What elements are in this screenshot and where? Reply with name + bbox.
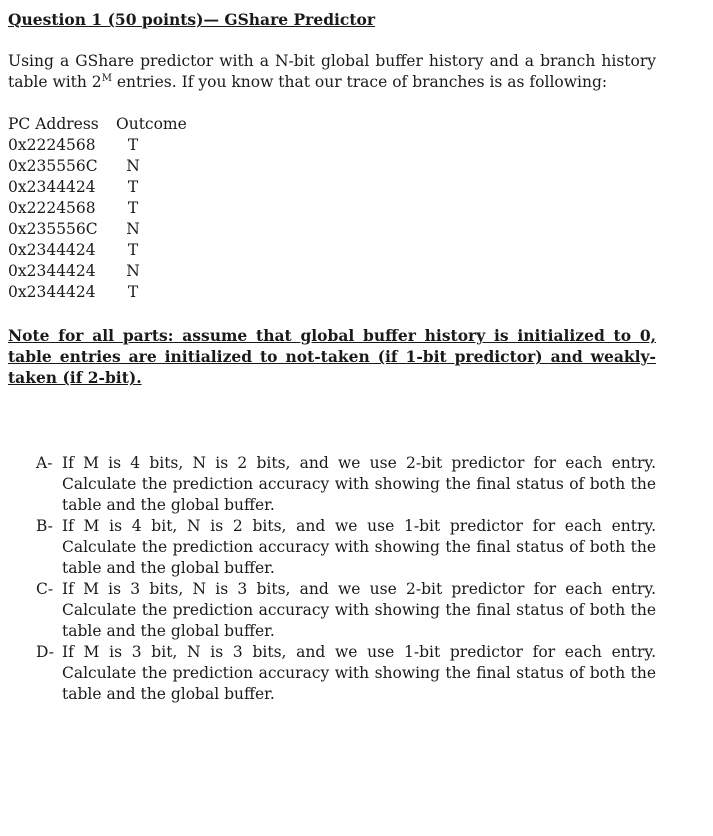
trace-pc: 0x235556C xyxy=(8,220,98,238)
question-part-a xyxy=(36,453,656,516)
trace-pc: 0x2224568 xyxy=(8,199,96,217)
outcome-header: Outcome xyxy=(116,115,187,133)
pc-address-header: PC Address xyxy=(8,115,99,133)
trace-row xyxy=(8,282,656,303)
part-letter: D- xyxy=(36,643,54,661)
question-title: Question 1 (50 points)— GShare Predictor xyxy=(8,10,376,29)
question-part-c xyxy=(36,579,656,642)
trace-outcome: T xyxy=(127,178,139,196)
trace-outcome: T xyxy=(127,241,139,259)
trace-pc: 0x2344424 xyxy=(8,178,96,196)
part-text: If M is 4 bit, N is 2 bits, and we use 1-bit predictor for each entry. Calculate the prediction accuracy with showing the final status of both the table and the global buffer. xyxy=(62,517,656,577)
trace-pc: 0x2344424 xyxy=(8,283,96,301)
trace-row xyxy=(8,135,656,156)
question-parts-list xyxy=(36,453,656,705)
document-page xyxy=(8,9,656,388)
trace-outcome: T xyxy=(127,136,139,154)
trace-outcome: N xyxy=(126,157,140,175)
part-letter: B- xyxy=(36,517,53,535)
question-intro xyxy=(8,51,656,93)
trace-row xyxy=(8,240,656,261)
trace-outcome: N xyxy=(126,220,140,238)
trace-row xyxy=(8,198,656,219)
trace-pc: 0x235556C xyxy=(8,157,98,175)
part-letter: C- xyxy=(36,580,54,598)
trace-header-row xyxy=(8,114,656,135)
part-text: If M is 3 bit, N is 3 bits, and we use 1-bit predictor for each entry. Calculate the prediction accuracy with showing the final status of both the table and the global buffer. xyxy=(62,643,656,703)
intro-exponent: M xyxy=(101,72,112,84)
branch-trace-table xyxy=(8,114,656,303)
question-part-d xyxy=(36,642,656,705)
trace-outcome: N xyxy=(126,262,140,280)
trace-row xyxy=(8,261,656,282)
question-part-b xyxy=(36,516,656,579)
trace-pc: 0x2224568 xyxy=(8,136,96,154)
trace-pc: 0x2344424 xyxy=(8,241,96,259)
trace-row xyxy=(8,177,656,198)
part-text: If M is 4 bits, N is 2 bits, and we use 2-bit predictor for each entry. Calculate the prediction accuracy with showing the final status of both the table and the global buffer. xyxy=(62,454,656,514)
trace-outcome: T xyxy=(127,199,139,217)
trace-outcome: T xyxy=(127,283,139,301)
trace-pc: 0x2344424 xyxy=(8,262,96,280)
part-text: If M is 3 bits, N is 3 bits, and we use 2-bit predictor for each entry. Calculate the prediction accuracy with showing the final status of both the table and the global buffer. xyxy=(62,580,656,640)
intro-text-start: Using a GShare predictor with a N-bit global buffer history and a branch history table with 2 xyxy=(8,52,656,91)
trace-row xyxy=(8,156,656,177)
intro-text-end: entries. If you know that our trace of branches is as following: xyxy=(111,73,608,91)
trace-row xyxy=(8,219,656,240)
part-letter: A- xyxy=(36,454,53,472)
assumption-note: Note for all parts: assume that global buffer history is initialized to 0, table entries are initialized to not-taken (if 1-bit predictor) and weakly-taken (if 2-bit). xyxy=(8,326,656,387)
